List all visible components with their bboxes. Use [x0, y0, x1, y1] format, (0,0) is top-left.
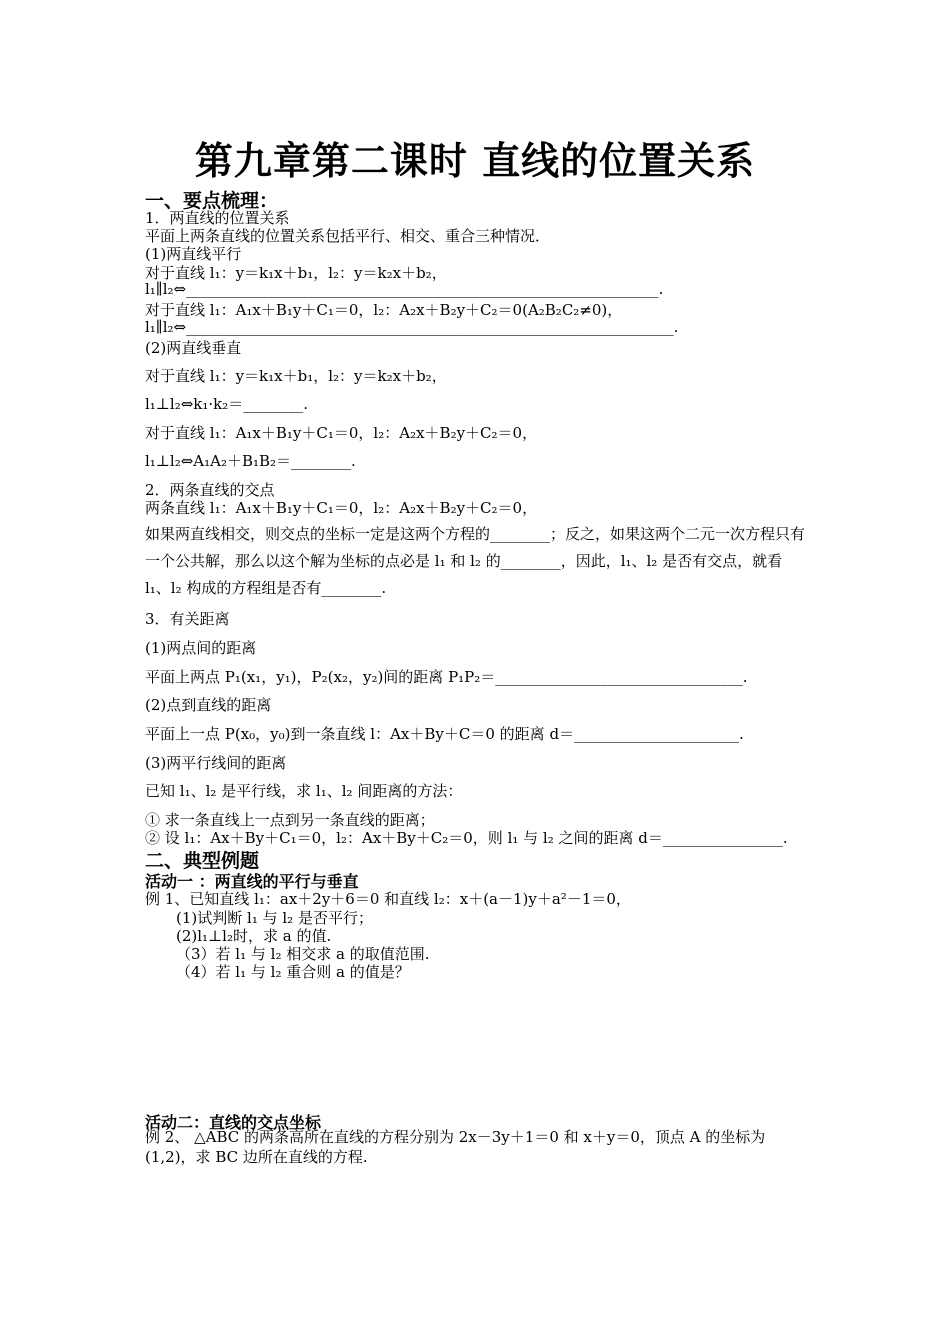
- text-line: (3)两平行线间的距离: [145, 754, 287, 772]
- text-line: 1．两直线的位置关系: [145, 209, 290, 227]
- text-line: l₁⊥l₂⇔A₁A₂＋B₁B₂＝________.: [145, 452, 356, 470]
- text-line: 已知 l₁、l₂ 是平行线，求 l₁、l₂ 间距离的方法：: [145, 782, 463, 800]
- text-line: （4）若 l₁ 与 l₂ 重合则 a 的值是？: [176, 963, 410, 981]
- text-paragraph: 例 2、 △ABC 的两条高所在直线的方程分别为 2x－3y＋1＝0 和 x＋y＝0，顶点 A 的坐标为(1,2)，求 BC 边所在直线的方程.: [145, 1128, 766, 1166]
- text-line: 两条直线 l₁：A₁x＋B₁y＋C₁＝0，l₂：A₂x＋B₂y＋C₂＝0，: [145, 499, 538, 517]
- page-title: 第九章第二课时 直线的位置关系: [194, 139, 756, 183]
- text-line: (2)两直线垂直: [145, 339, 242, 357]
- text-line: (2)点到直线的距离: [145, 696, 272, 714]
- section-heading-1: 一、要点梳理：: [145, 190, 279, 212]
- activity-heading-2: 活动二：直线的交点坐标: [145, 1113, 322, 1132]
- text-line: (2)l₁⊥l₂时，求 a 的值.: [176, 927, 332, 945]
- text-line: (1)试判断 l₁ 与 l₂ 是否平行；: [176, 909, 373, 927]
- text-line: (1)两直线平行: [145, 245, 242, 263]
- text-line: 3．有关距离: [145, 610, 230, 628]
- text-line: 平面上两条直线的位置关系包括平行、相交、重合三种情况．: [145, 227, 551, 245]
- text-line: ① 求一条直线上一点到另一条直线的距离；: [145, 811, 435, 829]
- text-line: ② 设 l₁：Ax＋By＋C₁＝0，l₂：Ax＋By＋C₂＝0，则 l₁ 与 l₂ 之间的距离 d＝________________.: [145, 829, 788, 847]
- text-line: (1)两点间的距离: [145, 639, 257, 657]
- text-line: 平面上两点 P₁(x₁，y₁)，P₂(x₂，y₂)间的距离 P₁P₂＝_________________________________.: [145, 668, 748, 686]
- text-line: 2．两条直线的交点: [145, 481, 275, 499]
- text-line: l₁⊥l₂⇔k₁·k₂＝________.: [145, 395, 309, 413]
- text-line: （3）若 l₁ 与 l₂ 相交求 a 的取值范围.: [176, 945, 430, 963]
- text-line: 例 1、已知直线 l₁：ax＋2y＋6＝0 和直线 l₂：x＋(a－1)y＋a²－1＝0，: [145, 890, 631, 908]
- text-line: l₁∥l₂⇔_________________________________________________________________.: [145, 318, 679, 336]
- text-paragraph: 如果两直线相交，则交点的坐标一定是这两个方程的________；反之，如果这两个二元一次方程只有一个公共解，那么以这个解为坐标的点必是 l₁ 和 l₂ 的________，因此，l₁、l₂ 是否有交点，就看 l₁、l₂ 构成的方程组是否有________.: [145, 525, 806, 597]
- text-line: 平面上一点 P(x₀，y₀)到一条直线 l：Ax＋By＋C＝0 的距离 d＝______________________.: [145, 725, 744, 743]
- text-line: l₁∥l₂⇔_______________________________________________________________.: [145, 280, 664, 298]
- text-line: 对于直线 l₁：y＝k₁x＋b₁，l₂：y＝k₂x＋b₂，: [145, 367, 447, 385]
- text-line: 对于直线 l₁：y＝k₁x＋b₁，l₂：y＝k₂x＋b₂，: [145, 264, 447, 282]
- activity-heading-1: 活动一 ：两直线的平行与垂直: [145, 872, 359, 891]
- text-line: 对于直线 l₁：A₁x＋B₁y＋C₁＝0，l₂：A₂x＋B₂y＋C₂＝0，: [145, 424, 538, 442]
- section-heading-2: 二、典型例题: [145, 850, 260, 872]
- text-line: 对于直线 l₁：A₁x＋B₁y＋C₁＝0，l₂：A₂x＋B₂y＋C₂＝0(A₂B₂C₂≠0)，: [145, 301, 623, 319]
